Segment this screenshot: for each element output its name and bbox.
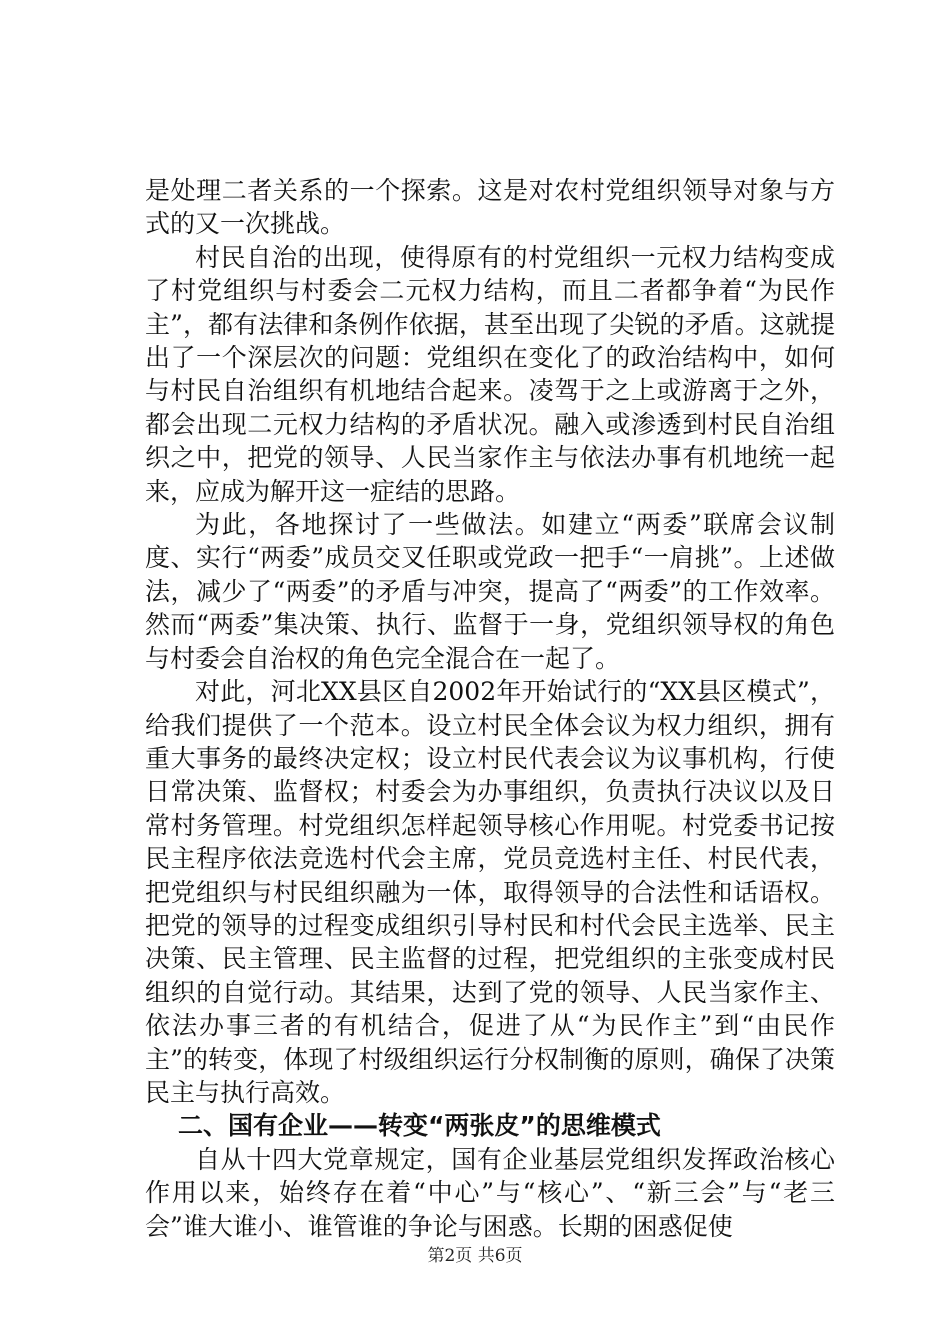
section-heading: 二、国有企业——转变“两张皮”的思维模式 [178,1111,661,1141]
paragraph-continued: 是处理二者关系的一个探索。这是对农村党组织领导对象与方式的又一次挑战。 [145,176,835,239]
paragraph-practices: 为此，各地探讨了一些做法。如建立“两委”联席会议制度、实行“两委”成员交叉任职或党政一把手“一肩挑”。上述做法，减少了“两委”的矛盾与冲突，提高了“两委”的工作效率。然而“两委”集决策、执行、监督于一身，党组织领导权的角色与村委会自治权的角色完全混合在一起了。 [145,510,835,673]
paragraph-model: 对此，河北XX县区自2002年开始试行的“XX县区模式”，给我们提供了一个范本。设立村民全体会议为权力组织，拥有重大事务的最终决定权；设立村民代表会议为议事机构，行使日常决策、监督权；村委会为办事组织，负责执行决议以及日常村务管理。村党组织怎样起领导核心作用呢。村党委书记按民主程序依法竞选村代会主席，党员竞选村主任、村民代表，把党组织与村民组织融为一体，取得领导的合法性和话语权。把党的领导的过程变成组织引导村民和村代会民主选举、民主决策、民主管理、民主监督的过程，把党组织的主张变成村民组织的自觉行动。其结果，达到了党的领导、人民当家作主、依法办事三者的有机结合，促进了从“为民作主”到“由民作主”的转变，体现了村级组织运行分权制衡的原则，确保了决策民主与执行高效。 [145,677,835,1107]
page-footer: 第2页 共6页 [427,1246,523,1266]
paragraph-soe: 自从十四大党章规定，国有企业基层党组织发挥政治核心作用以来，始终存在着“中心”与“核心”、“新三会”与“老三会”谁大谁小、谁管谁的争论与困惑。长期的困惑促使 [145,1144,835,1241]
document-body [145,174,835,1243]
paragraph-village-autonomy: 村民自治的出现，使得原有的村党组织一元权力结构变成了村党组织与村委会二元权力结构，而且二者都争着“为民作主”，都有法律和条例作依据，甚至出现了尖锐的矛盾。这就提出了一个深层次的问题：党组织在变化了的政治结构中，如何与村民自治组织有机地结合起来。凌驾于之上或游离于之外，都会出现二元权力结构的矛盾状况。融入或渗透到村民自治组织之中，把党的领导、人民当家作主与依法办事有机地统一起来，应成为解开这一症结的思路。 [145,242,835,506]
